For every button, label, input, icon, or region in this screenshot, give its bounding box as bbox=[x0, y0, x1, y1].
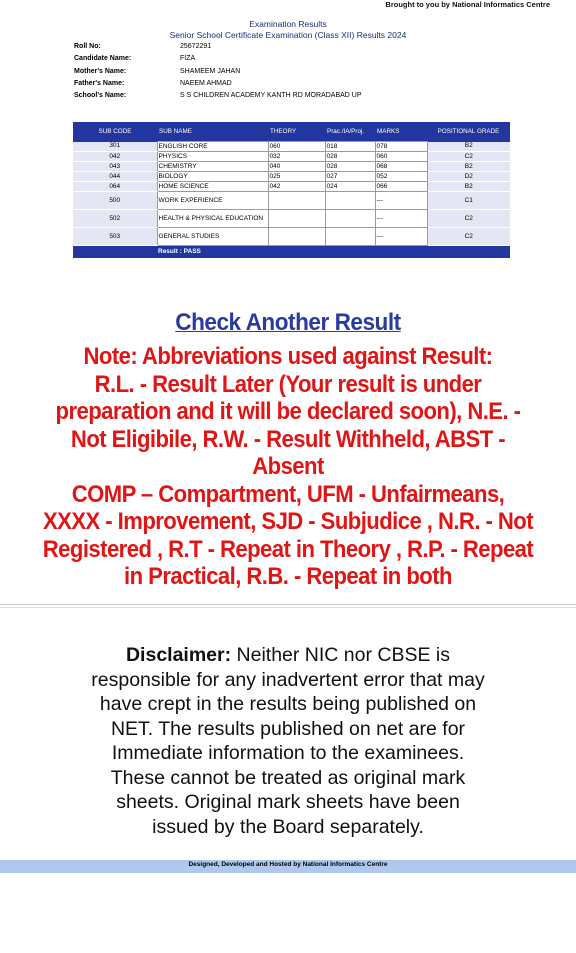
grade-cell: D2 bbox=[427, 172, 510, 182]
sub-name-cell: CHEMISTRY bbox=[157, 162, 268, 172]
father-name-label: Father's Name: bbox=[74, 79, 125, 87]
table-header-row bbox=[73, 122, 510, 142]
disclaimer-line: NET. The results published on net are for bbox=[110, 717, 466, 740]
footer: Designed, Developed and Hosted by National Informatics Centre bbox=[0, 860, 576, 873]
school-name-value: S S CHILDREN ACADEMY KANTH RD MORADABAD UP bbox=[180, 92, 362, 100]
table-row bbox=[73, 210, 510, 228]
sub-code-cell: 043 bbox=[73, 162, 157, 172]
candidate-name-value: FIZA bbox=[180, 55, 196, 63]
grade-cell: C2 bbox=[427, 228, 510, 246]
marks-cell: 066 bbox=[375, 182, 427, 192]
result-row bbox=[73, 246, 510, 259]
theory-cell: 025 bbox=[268, 172, 325, 182]
note-line: in Practical, R.B. - Repeat in both bbox=[124, 563, 452, 590]
table-row bbox=[73, 228, 510, 246]
grade-cell: C1 bbox=[427, 192, 510, 210]
prac-cell: 028 bbox=[325, 152, 375, 162]
marks-cell: 052 bbox=[375, 172, 427, 182]
disclaimer-text: Neither NIC nor CBSE is bbox=[231, 644, 451, 666]
theory-cell bbox=[268, 210, 325, 228]
prac-cell: 018 bbox=[325, 142, 375, 152]
prac-cell: 024 bbox=[325, 182, 375, 192]
theory-cell: 060 bbox=[268, 142, 325, 152]
disclaimer-line: responsible for any inadvertent error that may bbox=[91, 668, 485, 691]
disclaimer-line: issued by the Board separately. bbox=[152, 815, 424, 838]
note-line: Note: Abbreviations used against Result: bbox=[83, 343, 493, 370]
table-row bbox=[73, 192, 510, 210]
prac-cell bbox=[325, 192, 375, 210]
prac-cell bbox=[325, 228, 375, 246]
sub-code-cell: 500 bbox=[73, 192, 157, 210]
sub-name-cell: WORK EXPERIENCE bbox=[157, 192, 268, 210]
page-subtitle: Senior School Certificate Examination (Class XII) Results 2024 bbox=[169, 30, 407, 40]
note-line: Absent bbox=[252, 453, 324, 480]
disclaimer-label: Disclaimer: bbox=[125, 644, 232, 666]
sub-code-cell: 301 bbox=[73, 142, 157, 152]
table-row bbox=[73, 172, 510, 182]
theory-cell bbox=[268, 228, 325, 246]
divider bbox=[0, 604, 576, 605]
header-sub-code: SUB CODE bbox=[73, 122, 157, 142]
sub-code-cell: 064 bbox=[73, 182, 157, 192]
theory-cell bbox=[268, 192, 325, 210]
abbreviations-note bbox=[23, 343, 553, 591]
grade-cell: C2 bbox=[427, 152, 510, 162]
theory-cell: 032 bbox=[268, 152, 325, 162]
table-row bbox=[73, 182, 510, 192]
result-spacer bbox=[73, 246, 157, 259]
header-marks: MARKS bbox=[375, 122, 427, 142]
candidate-name-label: Candidate Name: bbox=[74, 55, 132, 63]
marks-cell: 068 bbox=[375, 162, 427, 172]
disclaimer-line: have crept in the results being published on bbox=[99, 693, 477, 715]
marks-cell: --- bbox=[375, 210, 427, 228]
brought-by-text: Brought to you by National Informatics Centre bbox=[385, 0, 550, 9]
marks-table bbox=[73, 122, 510, 259]
sub-name-cell: HEALTH & PHYSICAL EDUCATION bbox=[157, 210, 268, 228]
grade-cell: C2 bbox=[427, 210, 510, 228]
result-text: Result : PASS bbox=[157, 246, 510, 259]
theory-cell: 040 bbox=[268, 162, 325, 172]
roll-no-label: Roll No: bbox=[74, 43, 101, 50]
theory-cell: 042 bbox=[268, 182, 325, 192]
mother-name-label: Mother's Name: bbox=[74, 67, 127, 75]
note-line: R.L. - Result Later (Your result is under bbox=[94, 370, 482, 398]
disclaimer-line: Immediate information to the examinees. bbox=[111, 742, 465, 764]
sub-name-cell: ENGLISH CORE bbox=[157, 142, 268, 152]
table-row bbox=[73, 152, 510, 162]
sub-code-cell: 503 bbox=[73, 228, 157, 246]
marks-cell: --- bbox=[375, 192, 427, 210]
grade-cell: B2 bbox=[427, 182, 510, 192]
marks-cell: --- bbox=[375, 228, 427, 246]
school-name-label: School's Name: bbox=[74, 92, 127, 100]
father-name-value: NAEEM AHMAD bbox=[180, 79, 232, 87]
roll-no-value: 25672291 bbox=[180, 43, 212, 50]
sub-name-cell: PHYSICS bbox=[157, 152, 268, 162]
sub-name-cell: HOME SCIENCE bbox=[157, 182, 268, 192]
note-line: COMP – Compartment, UFM - Unfairmeans, bbox=[71, 480, 505, 508]
grade-cell: B2 bbox=[427, 142, 510, 152]
marks-cell: 060 bbox=[375, 152, 427, 162]
disclaimer bbox=[0, 643, 576, 839]
header-prac: Prac./IA/Proj. bbox=[325, 122, 375, 142]
grade-cell: B2 bbox=[427, 162, 510, 172]
check-another-result-label: Check Another Result bbox=[175, 309, 401, 336]
table-row bbox=[73, 142, 510, 152]
header-positional-grade: POSITIONAL GRADE bbox=[427, 122, 510, 142]
note-line: Registered , R.T - Repeat in Theory , R.P. - Repeat bbox=[42, 535, 534, 563]
sub-code-cell: 042 bbox=[73, 152, 157, 162]
mother-name-value: SHAMEEM JAHAN bbox=[180, 67, 241, 75]
note-line: Not Eligibile, R.W. - Result Withheld, ABST - bbox=[70, 425, 506, 453]
note-line: XXXX - Improvement, SJD - Subjudice , N.R. - Not bbox=[42, 508, 534, 535]
disclaimer-line: These cannot be treated as original mark bbox=[110, 766, 466, 789]
header-theory: THEORY bbox=[268, 122, 325, 142]
sub-code-cell: 502 bbox=[73, 210, 157, 228]
sub-code-cell: 044 bbox=[73, 172, 157, 182]
sub-name-cell: BIOLOGY bbox=[157, 172, 268, 182]
divider bbox=[0, 607, 576, 608]
page-title: Examination Results bbox=[249, 19, 327, 29]
table-row bbox=[73, 162, 510, 172]
note-line: preparation and it will be declared soon), N.E. - bbox=[55, 398, 521, 425]
sub-name-cell: GENERAL STUDIES bbox=[157, 228, 268, 246]
prac-cell: 028 bbox=[325, 162, 375, 172]
header-sub-name: SUB NAME bbox=[157, 122, 268, 142]
prac-cell: 027 bbox=[325, 172, 375, 182]
prac-cell bbox=[325, 210, 375, 228]
disclaimer-line bbox=[0, 643, 576, 668]
disclaimer-line: sheets. Original mark sheets have been bbox=[116, 791, 460, 813]
check-another-result-link[interactable] bbox=[17, 309, 558, 337]
marks-cell: 078 bbox=[375, 142, 427, 152]
